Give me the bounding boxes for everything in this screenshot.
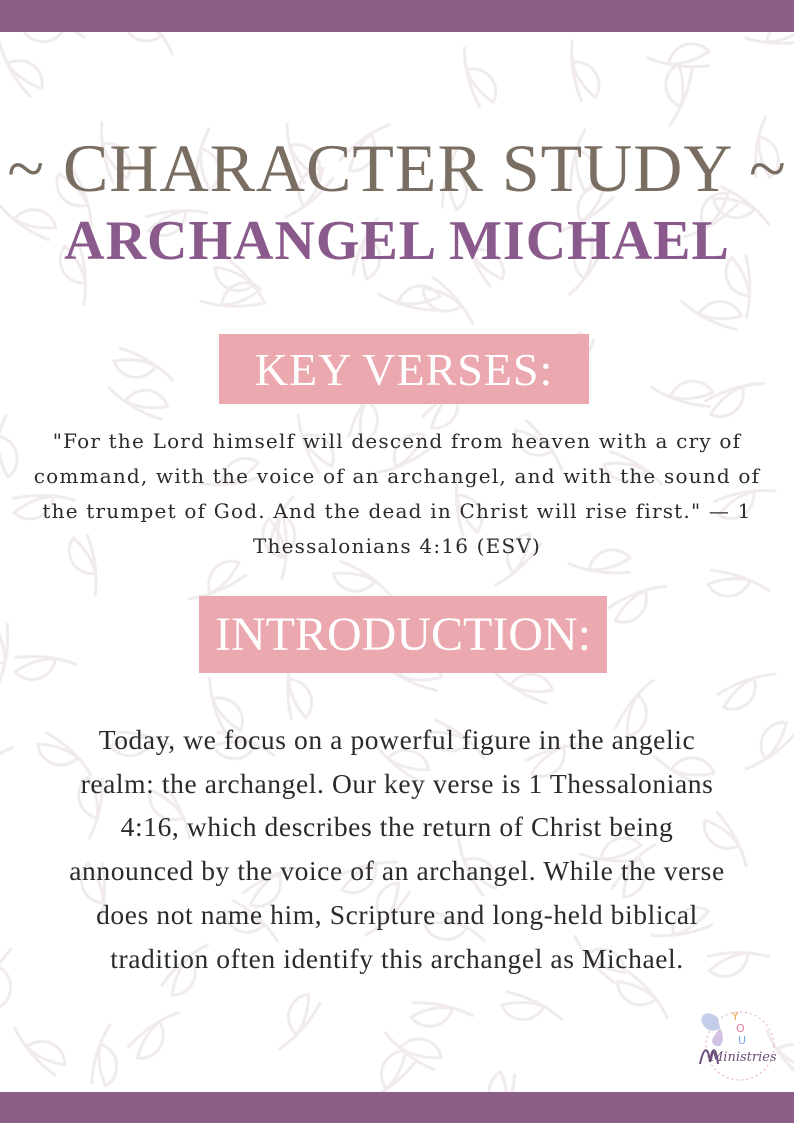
top-band: [0, 0, 794, 32]
leaf-sprig: [410, 996, 474, 1028]
leaf-sprig: [651, 381, 713, 407]
leaf-sprig: [555, 37, 606, 104]
leaf-sprig: [0, 414, 19, 479]
key-verse-text: "For the Lord himself will descend from heaven with a cry of command, with the voice of an archangel, and with the sound of the trumpet of God. And the dead in Christ will rise first." — 1 Thessalonians 4:16 (ESV): [33, 429, 761, 558]
leaf-sprig: [741, 716, 794, 781]
page-subtitle: ARCHANGEL MICHAEL: [64, 210, 730, 272]
leaf-sprig: [126, 1000, 184, 1065]
leaf-sprig: [678, 295, 743, 330]
leaf-sprig: [500, 991, 565, 1025]
leaf-sprig: [715, 658, 780, 716]
leaf-sprig: [0, 38, 49, 98]
introduction-text: Today, we focus on a powerful figure in the angelic realm: the archangel. Our key verse is 1 Thessalonians 4:16, which describes the return of Christ being announced by the voice of an archangel. While the verse does not name him, Scripture and long-held biblical tradition often identify this archangel as Michael.: [69, 724, 725, 974]
svg-text:Y: Y: [732, 1010, 739, 1023]
leaf-sprig: [112, 347, 178, 386]
leaf-sprig: [664, 64, 693, 127]
butterfly-icon: [690, 1006, 790, 1086]
key-verses-heading: KEY VERSES:: [219, 334, 589, 404]
svg-text:O: O: [736, 1022, 745, 1035]
leaf-sprig: [606, 571, 670, 630]
leaf-sprig: [708, 570, 770, 597]
page-title: ~ CHARACTER STUDY ~: [7, 130, 787, 206]
leaf-sprig: [0, 533, 2, 599]
logo-wordmark: Ministries: [710, 1050, 777, 1065]
leaf-sprig: [417, 276, 483, 330]
introduction-heading: INTRODUCTION:: [199, 596, 607, 673]
leaf-sprig: [274, 990, 322, 1057]
svg-text:U: U: [738, 1034, 747, 1047]
leaf-sprig: [91, 1024, 118, 1086]
leaf-sprig: [4, 1023, 70, 1077]
leaf-sprig: [0, 736, 18, 802]
leaf-sprig: [0, 945, 17, 1010]
ministry-logo: [690, 1006, 790, 1086]
leaf-sprig: [104, 381, 170, 420]
leaf-sprig: [448, 44, 503, 110]
leaf-sprig: [12, 645, 78, 683]
bottom-band: [0, 1092, 794, 1123]
leaf-sprig: [646, 40, 712, 77]
leaf-sprig: [0, 621, 17, 686]
leaf-sprig: [703, 367, 768, 423]
